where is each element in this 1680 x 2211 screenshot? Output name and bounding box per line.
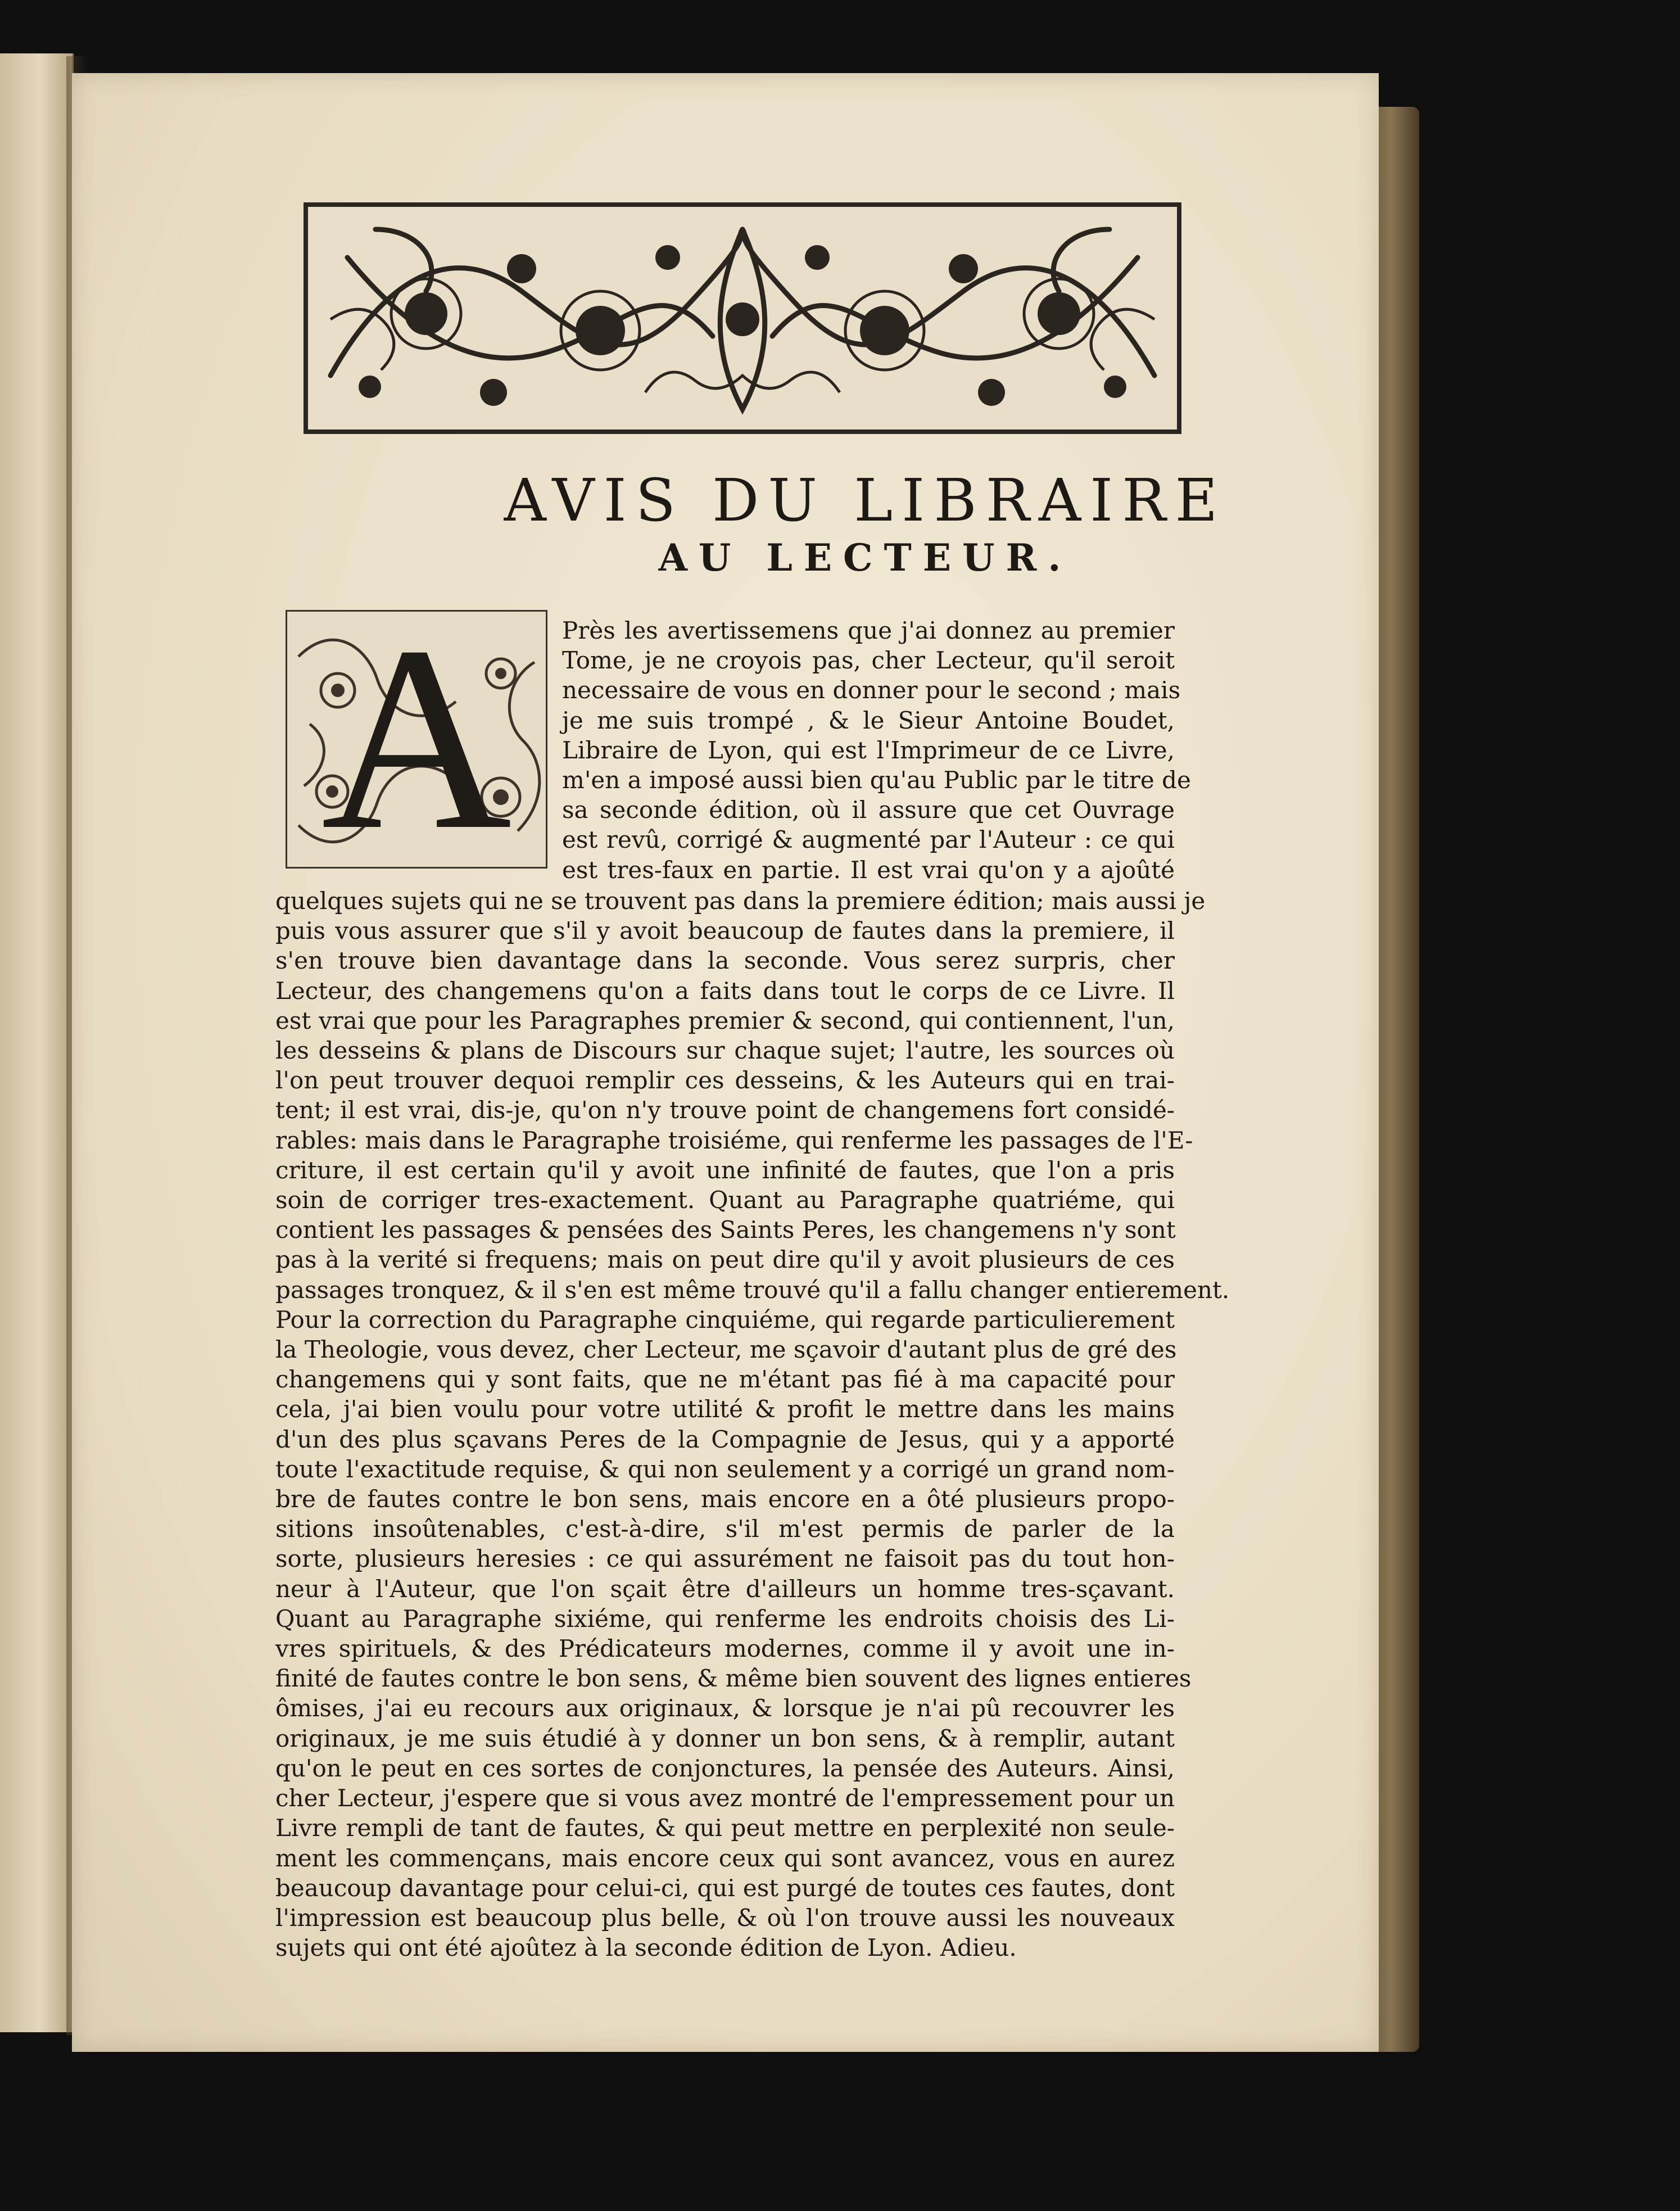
text-line: ômises, j'ai eu recours aux originaux, & lorsque je n'ai pû recouvrer les: [275, 1694, 1175, 1722]
text-line: toute l'exactitude requise, & qui non seulement y a corrigé un grand nom-: [275, 1455, 1175, 1483]
text-line: Tome, je ne croyois pas, cher Lecteur, qu'il seroit: [562, 646, 1175, 675]
text-line: l'impression est beaucoup plus belle, & où l'on trouve aussi les nouveaux: [275, 1903, 1175, 1932]
text-line: s'en trouve bien davantage dans la seconde. Vous serez surpris, cher: [275, 947, 1175, 975]
text-line: sitions insoûtenables, c'est-à-dire, s'il m'est permis de parler de la: [275, 1515, 1175, 1543]
text-line: m'en a imposé aussi bien qu'au Public par le titre de: [562, 766, 1191, 794]
text-line: changemens qui y sont faits, que ne m'étant pas fié à ma capacité pour: [275, 1366, 1175, 1394]
text-line: Libraire de Lyon, qui est l'Imprimeur de ce Livre,: [562, 736, 1175, 764]
dropcap-letter: A: [321, 610, 512, 869]
text-line: soin de corriger tres-exactement. Quant au Paragraphe quatriéme, qui: [275, 1186, 1175, 1214]
text-line: passages tronquez, & il s'en est même trouvé qu'il a fallu changer entierement.: [275, 1276, 1230, 1304]
text-line: rables: mais dans le Paragraphe troisiéme, qui renferme les passages de l'E-: [275, 1126, 1193, 1154]
paragraph-body: [275, 886, 1230, 1963]
decorated-initial: [286, 610, 547, 869]
page-title: AVIS DU LIBRAIRE: [504, 466, 1227, 535]
text-line: originaux, je me suis étudié à y donner un bon sens, & à remplir, autant: [275, 1724, 1175, 1752]
text-line: la Theologie, vous devez, cher Lecteur, me sçavoir d'autant plus de gré des: [275, 1336, 1177, 1364]
text-line: Pour la correction du Paragraphe cinquiéme, qui regarde particulierement: [275, 1305, 1175, 1333]
text-line: necessaire de vous en donner pour le second ; mais: [562, 676, 1181, 704]
text-line: ment les commençans, mais encore ceux qui sont avancez, vous en aurez: [275, 1844, 1175, 1872]
text-line: cher Lecteur, j'espere que si vous avez montré de l'empressement pour un: [275, 1784, 1175, 1812]
text-line: sujets qui ont été ajoûtez à la seconde édition de Lyon. Adieu.: [275, 1934, 1017, 1962]
text-line: qu'on le peut en ces sortes de conjonctures, la pensée des Auteurs. Ainsi,: [275, 1754, 1175, 1782]
text-line: je me suis trompé , & le Sieur Antoine Boudet,: [562, 706, 1175, 734]
text-line: Livre rempli de tant de fautes, & qui peut mettre en perplexité non seule-: [275, 1814, 1175, 1842]
text-line: Près les avertissemens que j'ai donnez au premier: [562, 617, 1175, 644]
text-line: quelques sujets qui ne se trouvent pas dans la premiere édition; mais aussi je: [275, 887, 1206, 915]
text-line: beaucoup davantage pour celui-ci, qui est purgé de toutes ces fautes, dont: [275, 1874, 1175, 1902]
text-line: l'on peut trouver dequoi remplir ces desseins, & les Auteurs qui en trai-: [275, 1066, 1175, 1095]
text-line: pas à la verité si frequens; mais on peut dire qu'il y avoit plusieurs de ces: [275, 1246, 1175, 1274]
text-line: criture, il est certain qu'il y avoit une infinité de fautes, que l'on a pris: [275, 1156, 1175, 1184]
text-line: les desseins & plans de Discours sur chaque sujet; l'autre, les sources où: [275, 1037, 1175, 1065]
text-line: finité de fautes contre le bon sens, & même bien souvent des lignes entieres: [275, 1665, 1192, 1693]
floral-ornament-icon: [308, 207, 1177, 429]
text-line: cela, j'ai bien voulu pour votre utilité & profit le mettre dans les mains: [275, 1395, 1175, 1423]
text-line: sa seconde édition, où il assure que cet Ouvrage: [562, 796, 1175, 824]
left-page-edge: [0, 53, 74, 2032]
text-line: d'un des plus sçavans Peres de la Compagnie de Jesus, qui y a apporté: [275, 1425, 1175, 1453]
text-line: puis vous assurer que s'il y avoit beaucoup de fautes dans la premiere, il: [275, 917, 1175, 945]
text-line: neur à l'Auteur, que l'on sçait être d'ailleurs un homme tres-sçavant.: [275, 1575, 1175, 1603]
text-line: tent; il est vrai, dis-je, qu'on n'y trouve point de changemens fort considé-: [275, 1096, 1175, 1124]
text-line: bre de fautes contre le bon sens, mais encore en a ôté plusieurs propo-: [275, 1485, 1175, 1513]
ornamental-headpiece: [304, 202, 1181, 434]
text-line: Quant au Paragraphe sixiéme, qui renferme les endroits choisis des Li-: [275, 1604, 1175, 1633]
text-line: Lecteur, des changemens qu'on a faits dans tout le corps de ce Livre. Il: [275, 976, 1175, 1005]
text-line: contient les passages & pensées des Saints Peres, les changemens n'y sont: [275, 1216, 1176, 1244]
text-line: est tres-faux en partie. Il est vrai qu'on y a ajoûté: [562, 856, 1175, 884]
text-line: est vrai que pour les Paragraphes premier & second, qui contiennent, l'un,: [275, 1006, 1175, 1034]
page-subtitle: AU LECTEUR.: [658, 536, 1072, 580]
text-line: vres spirituels, & des Prédicateurs modernes, comme il y avoit une in-: [275, 1635, 1175, 1663]
text-line: est revû, corrigé & augmenté par l'Auteur : ce qui: [562, 826, 1175, 854]
text-line: sorte, plusieurs heresies : ce qui assurément ne faisoit pas du tout hon-: [275, 1545, 1175, 1573]
paragraph-beside-initial: [562, 616, 1191, 885]
